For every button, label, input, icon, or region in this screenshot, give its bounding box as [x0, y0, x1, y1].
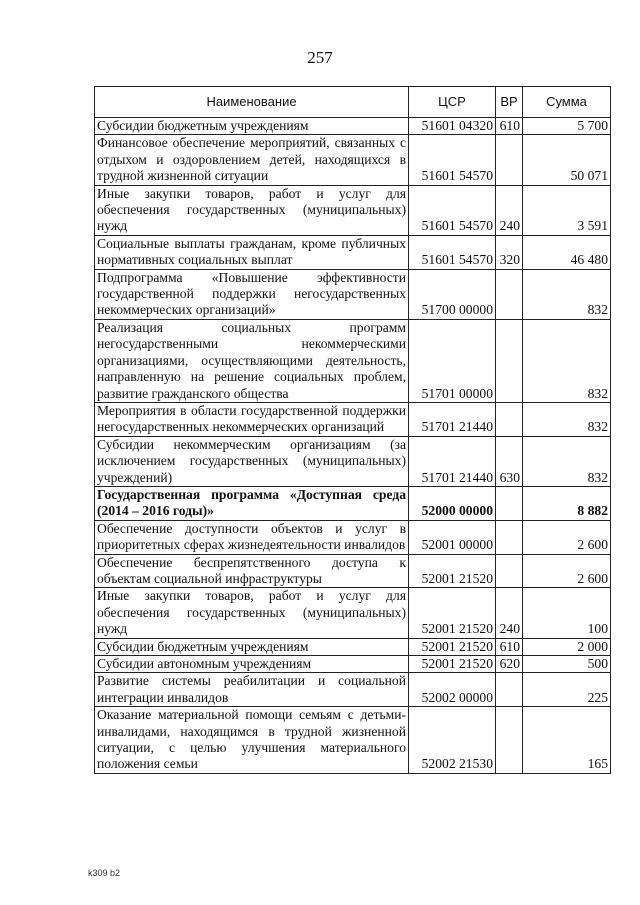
cell-sum: 2 600 — [523, 520, 611, 554]
cell-csr: 51701 21440 — [409, 402, 496, 436]
cell-csr: 52002 00000 — [409, 673, 496, 707]
table-row — [95, 319, 611, 402]
cell-name: Обеспечение беспрепятственного доступа к объектам социальной инфраструктуры — [95, 554, 409, 588]
cell-sum: 832 — [523, 436, 611, 486]
cell-vr: 240 — [496, 185, 523, 235]
cell-sum: 3 591 — [523, 185, 611, 235]
cell-sum: 8 882 — [523, 486, 611, 520]
table-row — [95, 656, 611, 673]
cell-sum: 5 700 — [523, 118, 611, 135]
cell-name: Мероприятия в области государственной поддержки негосударственных некоммерческих организаций — [95, 402, 409, 436]
table-row — [95, 673, 611, 707]
table-row — [95, 185, 611, 235]
cell-name: Иные закупки товаров, работ и услуг для обеспечения государственных (муниципальных) нужд — [95, 185, 409, 235]
cell-vr — [496, 135, 523, 185]
cell-name: Оказание материальной помощи семьям с детьми-инвалидами, находящимся в трудной жизненной ситуации, с целью улучшения материального положения семьи — [95, 707, 409, 774]
cell-sum: 50 071 — [523, 135, 611, 185]
cell-vr: 610 — [496, 638, 523, 655]
cell-csr: 51701 00000 — [409, 319, 496, 402]
table-header-row — [95, 87, 611, 118]
table-row — [95, 402, 611, 436]
table-row — [95, 436, 611, 486]
cell-csr: 51601 54570 — [409, 185, 496, 235]
cell-sum: 500 — [523, 656, 611, 673]
table-body — [95, 118, 611, 774]
cell-sum: 832 — [523, 402, 611, 436]
cell-vr: 320 — [496, 235, 523, 269]
cell-vr — [496, 520, 523, 554]
cell-sum: 100 — [523, 588, 611, 638]
cell-name: Иные закупки товаров, работ и услуг для обеспечения государственных (муниципальных) нужд — [95, 588, 409, 638]
cell-vr — [496, 486, 523, 520]
column-header-sum: Сумма — [523, 87, 611, 118]
cell-vr: 630 — [496, 436, 523, 486]
page-number: 257 — [307, 48, 333, 67]
table-row — [95, 520, 611, 554]
table-row — [95, 118, 611, 135]
column-header-vr: ВР — [496, 87, 523, 118]
table-row — [95, 486, 611, 520]
cell-sum: 46 480 — [523, 235, 611, 269]
cell-csr: 52001 00000 — [409, 520, 496, 554]
cell-name: Субсидии некоммерческим организациям (за исключением государственных (муниципальных) учреждений) — [95, 436, 409, 486]
cell-sum: 2 600 — [523, 554, 611, 588]
cell-name: Развитие системы реабилитации и социальной интеграции инвалидов — [95, 673, 409, 707]
cell-sum: 225 — [523, 673, 611, 707]
table-row — [95, 235, 611, 269]
column-header-csr: ЦСР — [409, 87, 496, 118]
cell-csr: 51700 00000 — [409, 269, 496, 319]
table-row — [95, 707, 611, 774]
cell-name: Субсидии автономным учреждениям — [95, 656, 409, 673]
budget-table — [94, 86, 611, 774]
cell-csr: 52001 21520 — [409, 656, 496, 673]
cell-sum: 165 — [523, 707, 611, 774]
cell-csr: 52002 21530 — [409, 707, 496, 774]
cell-vr — [496, 707, 523, 774]
cell-vr — [496, 402, 523, 436]
cell-name: Финансовое обеспечение мероприятий, связанных с отдыхом и оздоровлением детей, находящихся в трудной жизненной ситуации — [95, 135, 409, 185]
cell-vr: 610 — [496, 118, 523, 135]
cell-csr: 51601 54570 — [409, 135, 496, 185]
cell-name: Обеспечение доступности объектов и услуг в приоритетных сферах жизнедеятельности инвалидов — [95, 520, 409, 554]
cell-name: Субсидии бюджетным учреждениям — [95, 118, 409, 135]
cell-csr: 52000 00000 — [409, 486, 496, 520]
cell-name: Реализация социальных программ негосударственными некоммерческими организациями, осуществляющими деятельность, направленную на решение социальных проблем, развитие гражданского общества — [95, 319, 409, 402]
table-row — [95, 269, 611, 319]
cell-name: Социальные выплаты гражданам, кроме публичных нормативных социальных выплат — [95, 235, 409, 269]
cell-sum: 2 000 — [523, 638, 611, 655]
cell-name: Субсидии бюджетным учреждениям — [95, 638, 409, 655]
cell-name: Государственная программа «Доступная среда (2014 – 2016 годы)» — [95, 486, 409, 520]
table-row — [95, 638, 611, 655]
table-row — [95, 554, 611, 588]
cell-vr — [496, 269, 523, 319]
cell-csr: 52001 21520 — [409, 588, 496, 638]
table-row — [95, 588, 611, 638]
column-header-name: Наименование — [95, 87, 409, 118]
cell-vr — [496, 319, 523, 402]
cell-csr: 51601 54570 — [409, 235, 496, 269]
cell-csr: 52001 21520 — [409, 554, 496, 588]
footer-code: k309 b2 — [88, 868, 121, 878]
table-row — [95, 135, 611, 185]
cell-csr: 51601 04320 — [409, 118, 496, 135]
cell-sum: 832 — [523, 269, 611, 319]
cell-csr: 52001 21520 — [409, 638, 496, 655]
cell-vr — [496, 554, 523, 588]
cell-vr: 620 — [496, 656, 523, 673]
cell-vr — [496, 673, 523, 707]
cell-csr: 51701 21440 — [409, 436, 496, 486]
cell-sum: 832 — [523, 319, 611, 402]
cell-name: Подпрограмма «Повышение эффективности государственной поддержки негосударственных некоммерческих организаций» — [95, 269, 409, 319]
cell-vr: 240 — [496, 588, 523, 638]
